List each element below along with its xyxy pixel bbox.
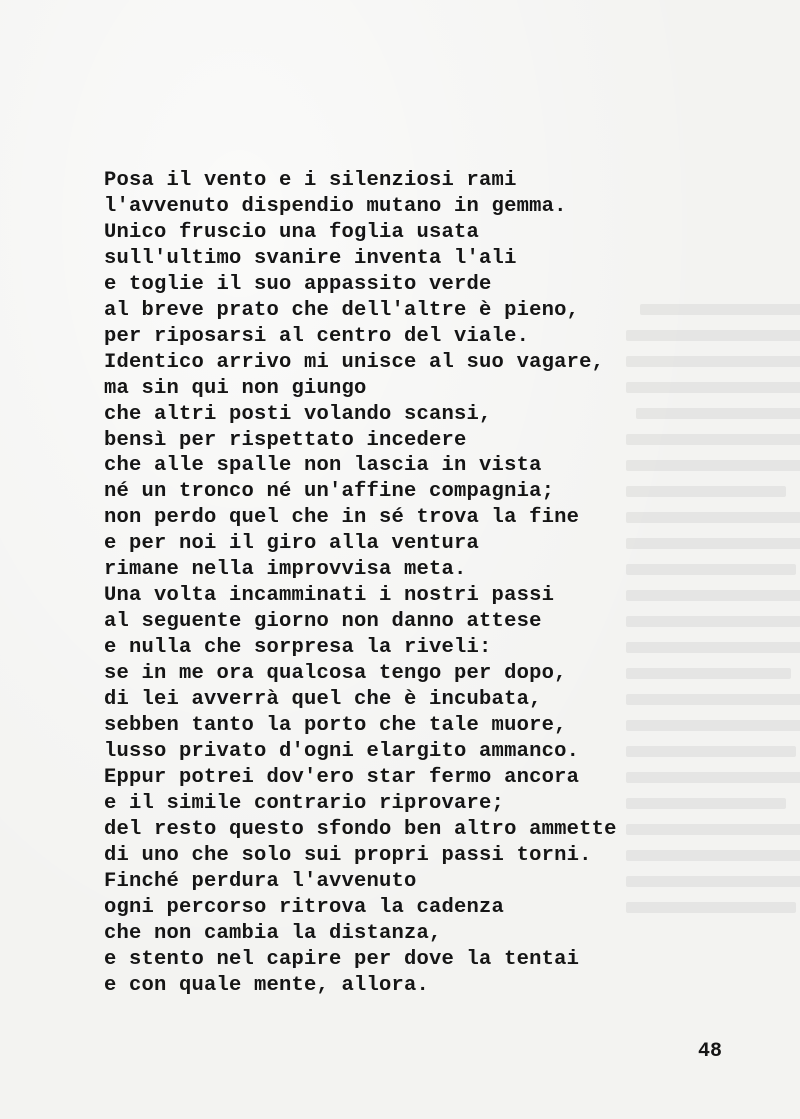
poem-line: ma sin qui non giungo <box>104 376 367 400</box>
poem-line: Identico arrivo mi unisce al suo vagare, <box>104 350 605 374</box>
poem-line: Eppur potrei dov'ero star fermo ancora <box>104 765 580 789</box>
poem-line: né un tronco né un'affine compagnia; <box>104 480 555 504</box>
poem-line: e toglie il suo appassito verde <box>104 272 492 296</box>
poem-line: di lei avverrà quel che è incubata, <box>104 688 542 712</box>
poem-line: e nulla che sorpresa la riveli: <box>104 636 492 660</box>
show-through-text <box>600 138 800 1038</box>
poem-line: Unico fruscio una foglia usata <box>104 220 480 244</box>
poem-line: al seguente giorno non danno attese <box>104 610 542 634</box>
poem-line: e stento nel capire per dove la tentai <box>104 947 580 971</box>
poem-text <box>104 168 617 999</box>
poem-line: rimane nella improvvisa meta. <box>104 558 467 582</box>
poem-line: del resto questo sfondo ben altro ammette <box>104 817 617 841</box>
poem-line: che altri posti volando scansi, <box>104 402 492 426</box>
poem-line: che alle spalle non lascia in vista <box>104 454 542 478</box>
poem-line: che non cambia la distanza, <box>104 921 442 945</box>
poem-line: sebben tanto la porto che tale muore, <box>104 714 567 738</box>
poem-line: se in me ora qualcosa tengo per dopo, <box>104 662 567 686</box>
poem-line: sull'ultimo svanire inventa l'ali <box>104 246 517 270</box>
poem-line: ogni percorso ritrova la cadenza <box>104 895 505 919</box>
poem-line: e per noi il giro alla ventura <box>104 532 480 556</box>
poem-line: Posa il vento e i silenziosi rami <box>104 169 517 192</box>
poem-line: Una volta incamminati i nostri passi <box>104 584 555 608</box>
poem-line: Finché perdura l'avvenuto <box>104 869 417 893</box>
page-number: 48 <box>698 1040 723 1063</box>
poem-line: e con quale mente, allora. <box>104 973 430 997</box>
poem-line: lusso privato d'ogni elargito ammanco. <box>104 739 580 763</box>
poem-line: l'avvenuto dispendio mutano in gemma. <box>104 194 567 218</box>
poem-line: al breve prato che dell'altre è pieno, <box>104 298 580 322</box>
poem-line: per riposarsi al centro del viale. <box>104 324 530 348</box>
poem-line: e il simile contrario riprovare; <box>104 791 505 815</box>
poem-line: di uno che solo sui propri passi torni. <box>104 843 592 867</box>
poem-line: non perdo quel che in sé trova la fine <box>104 506 580 530</box>
poem-line: bensì per rispettato incedere <box>104 428 467 452</box>
